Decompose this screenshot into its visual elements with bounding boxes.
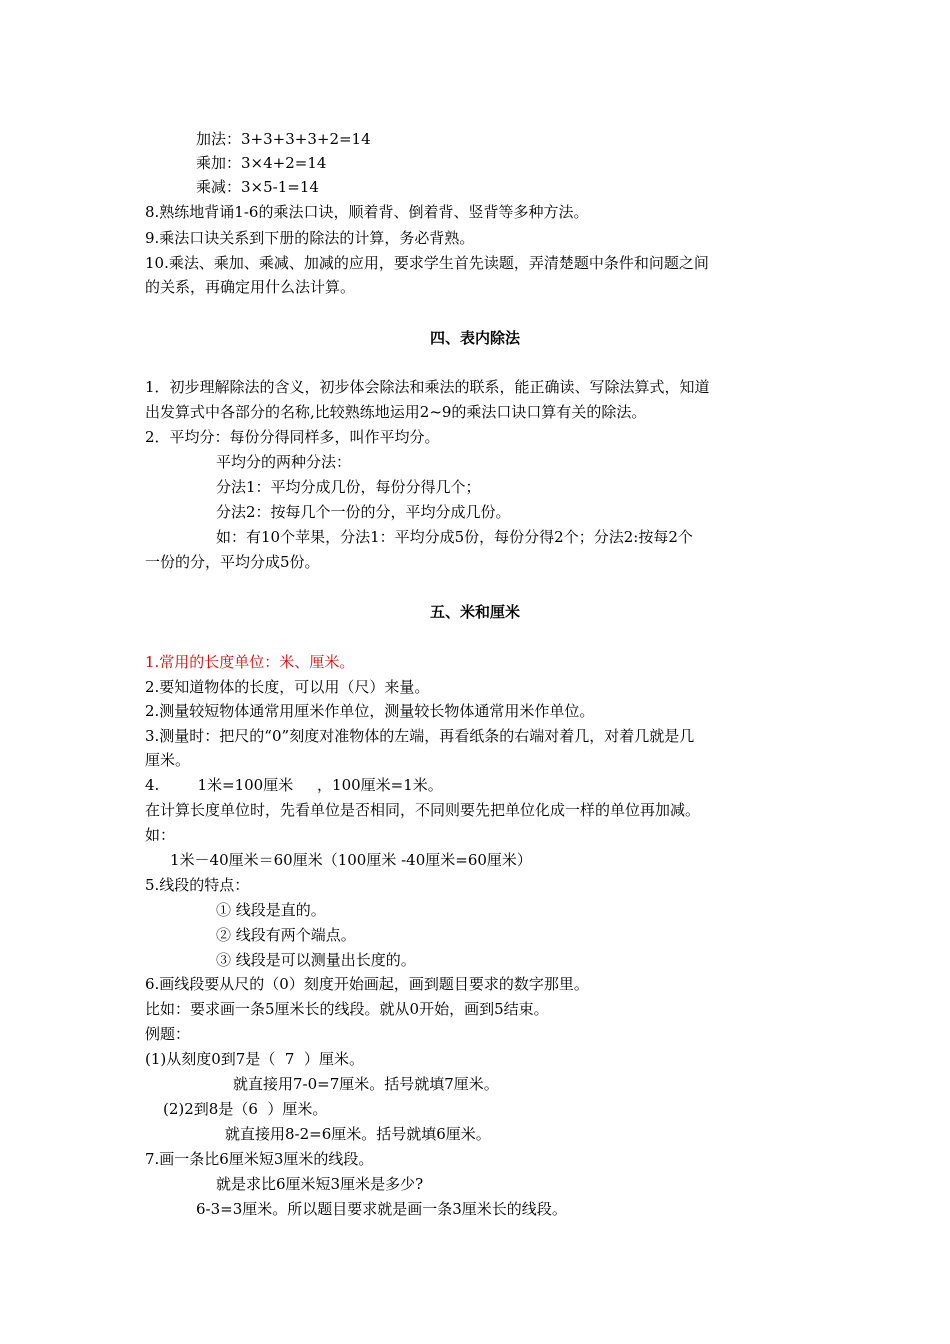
example-line-2: 一份的分，平均分成5份。 [145,553,320,571]
segment-feature-2: ② 线段有两个端点。 [216,926,356,944]
multiply-subtract-example: 乘减：3×5-1=14 [196,178,319,196]
segment-feature-1: ① 线段是直的。 [216,901,326,919]
section-4-title: 四、表内除法 [429,329,520,347]
s5-item-3-line-2: 厘米。 [145,751,191,769]
segment-feature-3: ③ 线段是可以测量出长度的。 [216,951,416,969]
s5-item-1-highlight: 1.常用的长度单位：米、厘米。 [145,653,355,671]
s5-item-7: 7.画一条比6厘米短3厘米的线段。 [145,1150,374,1168]
section-5-title: 五、米和厘米 [429,603,520,621]
s5-item-3-line-1: 3.测量时：把尺的“0”刻度对准物体的左端，再看纸条的右端对着几，对着几就是几 [145,727,695,745]
s5-item-2b: 2.测量较短物体通常用厘米作单位，测量较长物体通常用米作单位。 [145,702,595,720]
calc-note: 在计算长度单位时，先看单位是否相同，不同则要先把单位化成一样的单位再加减。 [145,801,701,819]
question-1: (1)从刻度0到7是（ 7 ）厘米。 [145,1050,364,1068]
method-1: 分法1：平均分成几份，每份分得几个； [216,478,481,496]
multiply-add-example: 乘加：3×4+2=14 [196,154,327,172]
s5-item-6: 6.画线段要从尺的（0）刻度开始画起，画到题目要求的数字那里。 [145,975,589,993]
calc-example: 1米－40厘米＝60厘米（100厘米 -40厘米=60厘米） [170,851,532,869]
answer-2: 就直接用8-2=6厘米。括号就填6厘米。 [225,1125,491,1143]
item-10-line-2: 的关系，再确定用什么法计算。 [145,278,356,296]
calc-ru: 如： [145,826,176,844]
s5-item-5: 5.线段的特点： [145,876,250,894]
s5-item-4: 4. 1米=100厘米 ，100厘米=1米。 [145,776,443,794]
example-line-1: 如：有10个苹果，分法1：平均分成5份，每份分得2个；分法2:按每2个 [216,528,693,546]
answer-1: 就直接用7-0=7厘米。括号就填7厘米。 [233,1075,499,1093]
biru-example: 比如：要求画一条5厘米长的线段。就从0开始，画到5结束。 [145,1000,549,1018]
methods-title: 平均分的两种分法： [216,453,352,471]
s4-item-1-line-2: 出发算式中各部分的名称,比较熟练地运用2~9的乘法口诀口算有关的除法。 [145,403,647,421]
s4-item-1-line-1: 1．初步理解除法的含义，初步体会除法和乘法的联系，能正确读、写除法算式，知道 [145,378,710,396]
item-8: 8.熟练地背诵1-6的乘法口诀，顺着背、倒着背、竖背等多种方法。 [145,203,589,221]
answer-7-line-1: 就是求比6厘米短3厘米是多少? [216,1175,424,1193]
question-2: (2)2到8是（6 ）厘米。 [163,1100,328,1118]
item-10-line-1: 10.乘法、乘加、乘减、加减的应用，要求学生首先读题，弄清楚题中条件和问题之间 [145,254,709,272]
item-9: 9.乘法口诀关系到下册的除法的计算，务必背熟。 [145,229,475,247]
s5-item-2a: 2.要知道物体的长度，可以用（尺）来量。 [145,678,430,696]
answer-7-line-2: 6-3=3厘米。所以题目要求就是画一条3厘米长的线段。 [196,1200,567,1218]
method-2: 分法2：按每几个一份的分，平均分成几份。 [216,503,511,521]
s4-item-2: 2．平均分：每份分得同样多，叫作平均分。 [145,428,440,446]
addition-example: 加法：3+3+3+3+2=14 [196,130,371,148]
liti-label: 例题： [145,1025,191,1043]
